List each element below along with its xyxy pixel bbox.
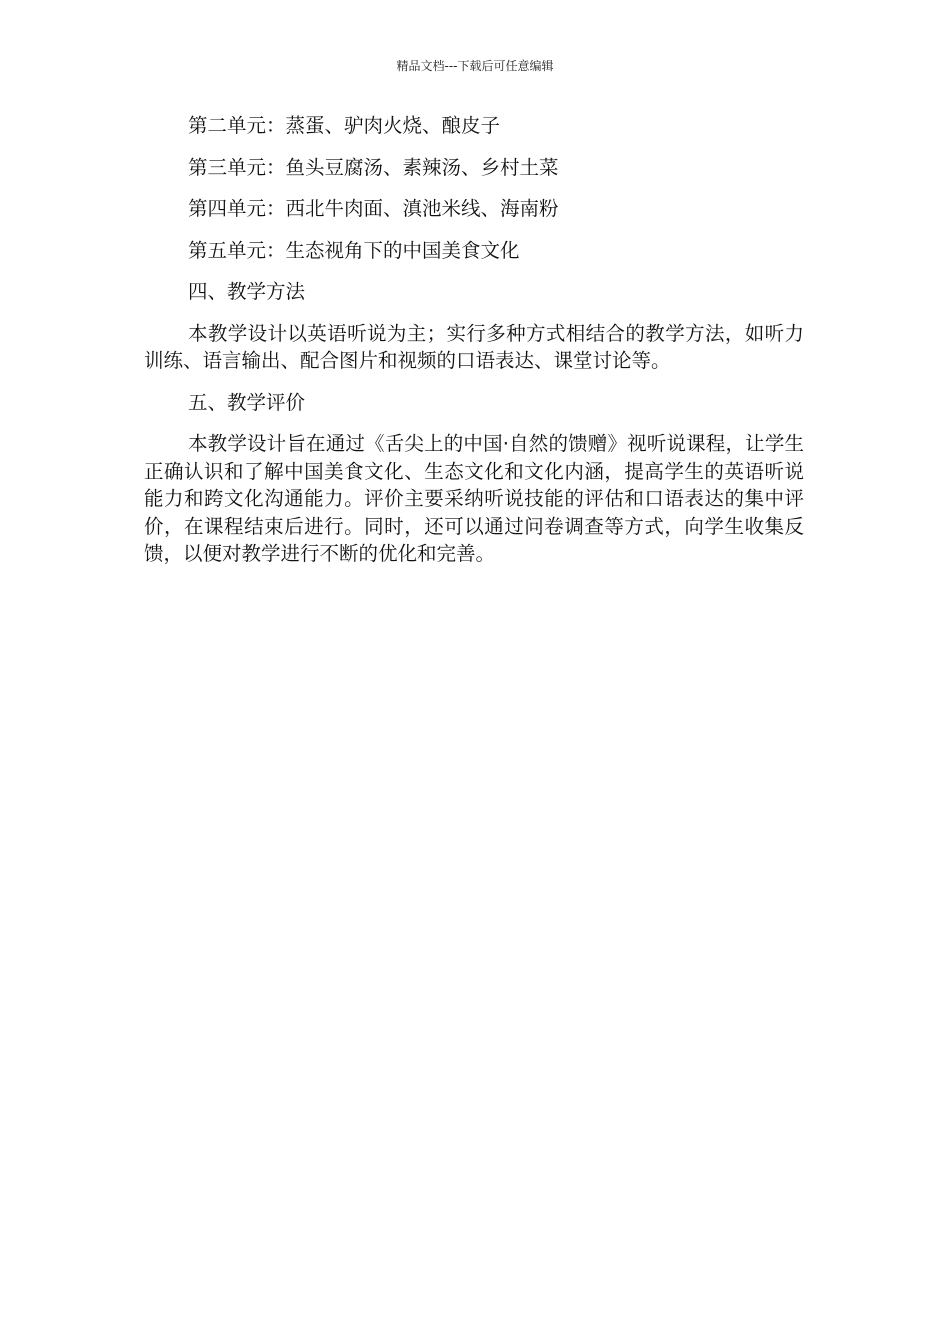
section-5-paragraph: 本教学设计旨在通过《舌尖上的中国·自然的馈赠》视听说课程，让学生正确认识和了解中国美食文化、生态文化和文化内涵，提高学生的英语听说能力和跨文化沟通能力。评价主要采纳听说技能的评估和口语表达的集中评价，在课程结束后进行。同时，还可以通过问卷调查等方式，向学生收集反馈，以便对教学进行不断的优化和完善。 <box>144 432 804 565</box>
section-4-heading: 四、教学方法 <box>188 280 306 303</box>
unit-3-line: 第三单元：鱼头豆腐汤、素辣汤、乡村土菜 <box>188 155 559 179</box>
unit-5-line: 第五单元：生态视角下的中国美食文化 <box>188 238 520 262</box>
section-5-heading: 五、教学评价 <box>188 390 306 414</box>
document-body <box>144 112 804 582</box>
unit-2-line: 第二单元：蒸蛋、驴肉火烧、酿皮子 <box>188 114 501 137</box>
section-4-paragraph: 本教学设计以英语听说为主；实行多种方式相结合的教学方法，如听力训练、语言输出、配合图片和视频的口语表达、课堂讨论等。 <box>144 321 804 372</box>
unit-4-line: 第四单元：西北牛肉面、滇池米线、海南粉 <box>188 197 559 220</box>
page-header: 精品文档---下载后可任意编辑 <box>396 59 554 73</box>
